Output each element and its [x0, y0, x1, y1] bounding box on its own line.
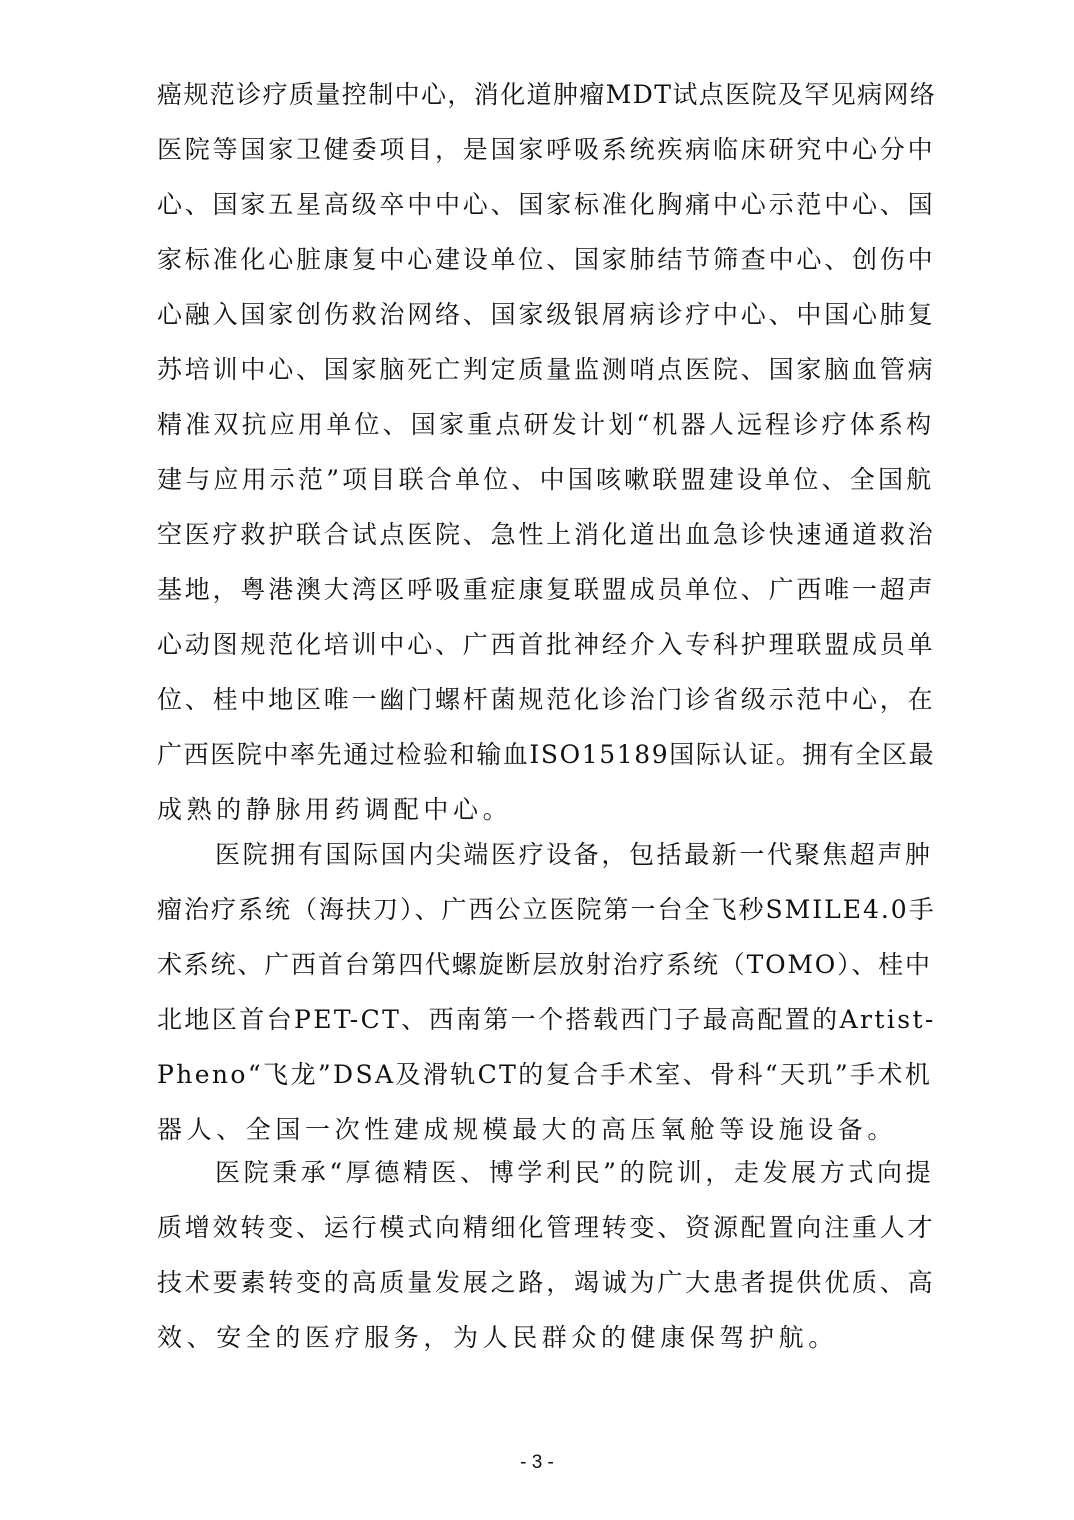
text-line: 空医疗救护联合试点医院、急性上消化道出血急诊快速通道救治: [157, 520, 936, 549]
text-line: 基地，粤港澳大湾区呼吸重症康复联盟成员单位、广西唯一超声: [157, 575, 936, 604]
text-line: 质增效转变、运行模式向精细化管理转变、资源配置向注重人才: [157, 1213, 936, 1242]
text-line: 心、国家五星高级卒中中心、国家标准化胸痛中心示范中心、国: [157, 190, 936, 219]
text-line: 苏培训中心、国家脑死亡判定质量监测哨点医院、国家脑血管病: [157, 355, 936, 384]
text-line: 位、桂中地区唯一幽门螺杆菌规范化诊治门诊省级示范中心，在: [157, 685, 936, 714]
paragraph-medical-equipment: [157, 827, 937, 1157]
text-line: 医院等国家卫健委项目，是国家呼吸系统疾病临床研究中心分中: [157, 135, 936, 164]
text-line: 心融入国家创伤救治网络、国家级银屑病诊疗中心、中国心肺复: [157, 300, 936, 329]
text-line: 家标准化心脏康复中心建设单位、国家肺结节筛查中心、创伤中: [157, 245, 936, 274]
paragraph-hospital-qualifications: [157, 67, 937, 837]
page-number: - 3 -: [520, 1452, 554, 1473]
text-line: 器人、全国一次性建成规模最大的高压氧舱等设施设备。: [157, 1115, 898, 1144]
text-line: 术系统、广西首台第四代螺旋断层放射治疗系统（TOMO）、桂中: [157, 950, 932, 979]
text-line: 癌规范诊疗质量控制中心，消化道肿瘤MDT试点医院及罕见病网络: [157, 80, 937, 109]
text-line: 精准双抗应用单位、国家重点研发计划“机器人远程诊疗体系构: [157, 410, 935, 439]
text-line: 技术要素转变的高质量发展之路，竭诚为广大患者提供优质、高: [157, 1268, 936, 1297]
text-line: 北地区首台PET-CT、西南第一个搭载西门子最高配置的Artist-: [157, 1005, 936, 1034]
text-line: 建与应用示范”项目联合单位、中国咳嗽联盟建设单位、全国航: [157, 465, 935, 494]
text-line: 广西医院中率先通过检验和输血ISO15189国际认证。拥有全区最: [157, 740, 936, 769]
text-line: 成熟的静脉用药调配中心。: [157, 795, 513, 824]
text-line: 医院秉承“厚德精医、博学利民”的院训，走发展方式向提: [215, 1158, 935, 1187]
text-line: Pheno“飞龙”DSA及滑轨CT的复合手术室、骨科“天玑”手术机: [157, 1060, 933, 1089]
text-line: 医院拥有国际国内尖端医疗设备，包括最新一代聚焦超声肿: [215, 840, 933, 869]
text-line: 效、安全的医疗服务，为人民群众的健康保驾护航。: [157, 1323, 838, 1352]
text-line: 心动图规范化培训中心、广西首批神经介入专科护理联盟成员单: [157, 630, 936, 659]
paragraph-hospital-motto: [157, 1145, 937, 1365]
text-line: 瘤治疗系统（海扶刀）、广西公立医院第一台全飞秒SMILE4.0手: [157, 895, 936, 924]
